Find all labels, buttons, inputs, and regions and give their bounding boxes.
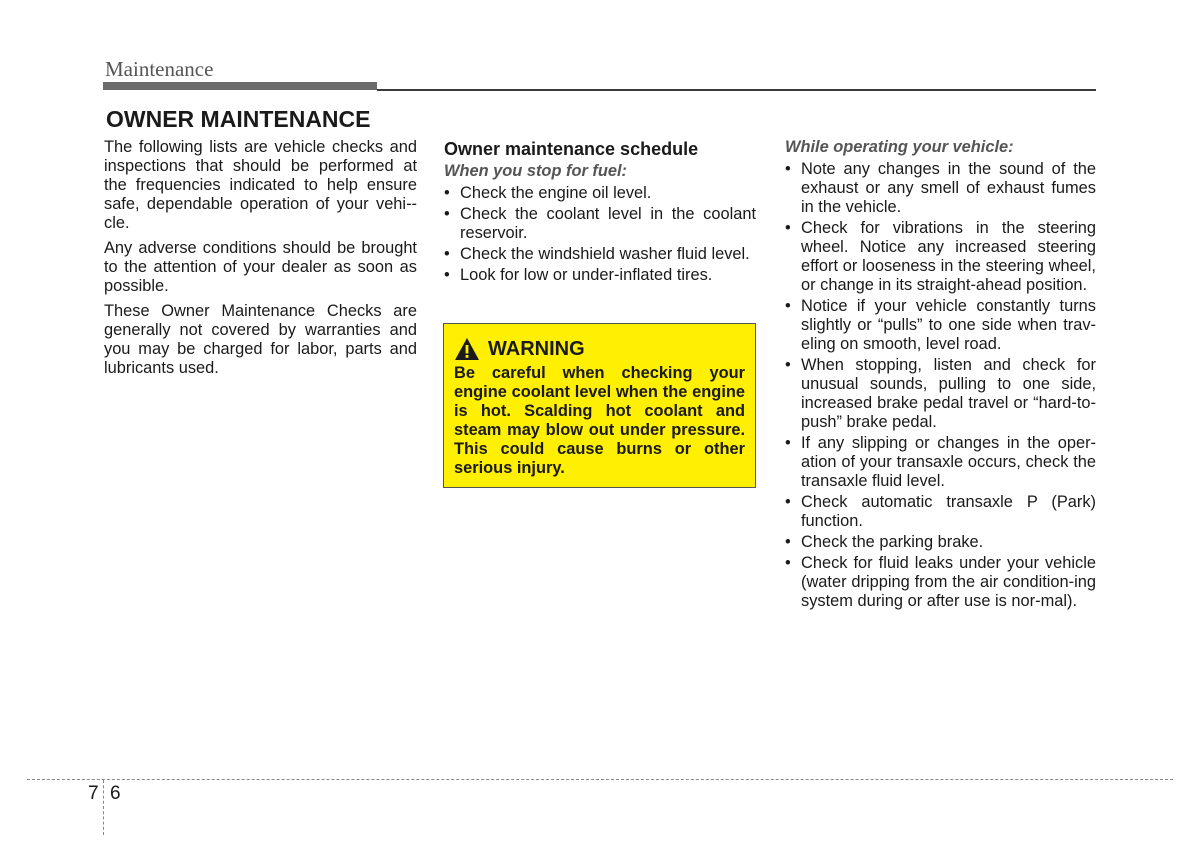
bullet-icon: • xyxy=(444,245,450,263)
list-item-text: Notice if your vehicle constantly turns slightly or “pulls” to one side when trav-eling on smooth, level road. xyxy=(801,297,1096,353)
footer-page-separator xyxy=(103,780,104,835)
list-item-text: Note any changes in the sound of the exhaust or any smell of exhaust fumes in the vehicle. xyxy=(801,160,1096,216)
list-item-text: Check the parking brake. xyxy=(801,533,984,551)
list-item-text: Look for low or under-inflated tires. xyxy=(460,266,713,284)
page-number: 6 xyxy=(110,783,121,804)
schedule-heading: Owner maintenance schedule xyxy=(444,139,699,159)
intro-column xyxy=(104,138,417,384)
list-item-text: Check automatic transaxle P (Park) function. xyxy=(801,493,1096,530)
list-item xyxy=(785,297,1096,354)
list-item xyxy=(444,245,756,264)
list-item xyxy=(785,554,1096,611)
list-item-text: Check for fluid leaks under your vehicle (water dripping from the air condition-ing system during or after use is nor-mal). xyxy=(801,554,1096,610)
list-item xyxy=(785,493,1096,531)
footer-divider xyxy=(27,779,1173,780)
fuel-heading: When you stop for fuel: xyxy=(444,162,628,180)
header-rule-thin xyxy=(377,89,1096,91)
list-item xyxy=(785,434,1096,491)
bullet-icon: • xyxy=(444,266,450,284)
operating-column xyxy=(785,138,1096,613)
list-item xyxy=(444,184,756,203)
bullet-icon: • xyxy=(785,297,791,315)
list-item-text: Check the windshield washer fluid level. xyxy=(460,245,750,263)
warning-title: WARNING xyxy=(488,337,585,360)
list-item-text: When stopping, listen and check for unusual sounds, pulling to one side, increased brake pedal travel or “hard-to-push” brake pedal. xyxy=(801,356,1096,431)
list-item xyxy=(444,205,756,243)
warning-title-row xyxy=(454,336,745,362)
bullet-icon: • xyxy=(444,184,450,202)
list-item-text: Check for vibrations in the steering wheel. Notice any increased steering effort or looseness in the steering wheel, or change in its straight-ahead position. xyxy=(801,219,1096,294)
list-item xyxy=(785,160,1096,217)
bullet-icon: • xyxy=(785,554,791,572)
bullet-icon: • xyxy=(785,493,791,511)
list-item xyxy=(444,266,756,285)
bullet-icon: • xyxy=(785,434,791,452)
intro-paragraph: The following lists are vehicle checks and inspections that should be performed at the frequencies indicated to help ensure safe, dependable operation of your vehi-cle. xyxy=(104,138,417,232)
list-item-text: Check the engine oil level. xyxy=(460,184,652,202)
fuel-list xyxy=(444,184,756,285)
list-item xyxy=(785,356,1096,432)
intro-paragraph: Any adverse conditions should be brought to the attention of your dealer as soon as possible. xyxy=(104,239,417,295)
page-title: OWNER MAINTENANCE xyxy=(106,106,371,132)
bullet-icon: • xyxy=(785,356,791,374)
warning-box xyxy=(443,323,756,488)
schedule-column xyxy=(444,138,756,287)
bullet-icon: • xyxy=(785,219,791,237)
intro-paragraph: These Owner Maintenance Checks are generally not covered by warranties and you may be charged for labor, parts and lubricants used. xyxy=(104,302,417,377)
bullet-icon: • xyxy=(444,205,450,223)
warning-text: Be careful when checking your engine coolant level when the engine is hot. Scalding hot coolant and steam may blow out under pressure. This could cause burns or other serious injury. xyxy=(454,364,745,477)
warning-triangle-icon xyxy=(454,337,480,361)
chapter-number: 7 xyxy=(88,783,99,804)
header-rule-thick xyxy=(103,82,377,90)
list-item-text: If any slipping or changes in the oper-ation of your transaxle occurs, check the transaxle fluid level. xyxy=(801,434,1096,490)
list-item-text: Check the coolant level in the coolant reservoir. xyxy=(460,205,756,242)
list-item xyxy=(785,219,1096,295)
section-header: Maintenance xyxy=(105,57,214,81)
bullet-icon: • xyxy=(785,160,791,178)
bullet-icon: • xyxy=(785,533,791,551)
list-item xyxy=(785,533,1096,552)
operating-heading: While operating your vehicle: xyxy=(785,138,1014,156)
operating-list xyxy=(785,160,1096,611)
